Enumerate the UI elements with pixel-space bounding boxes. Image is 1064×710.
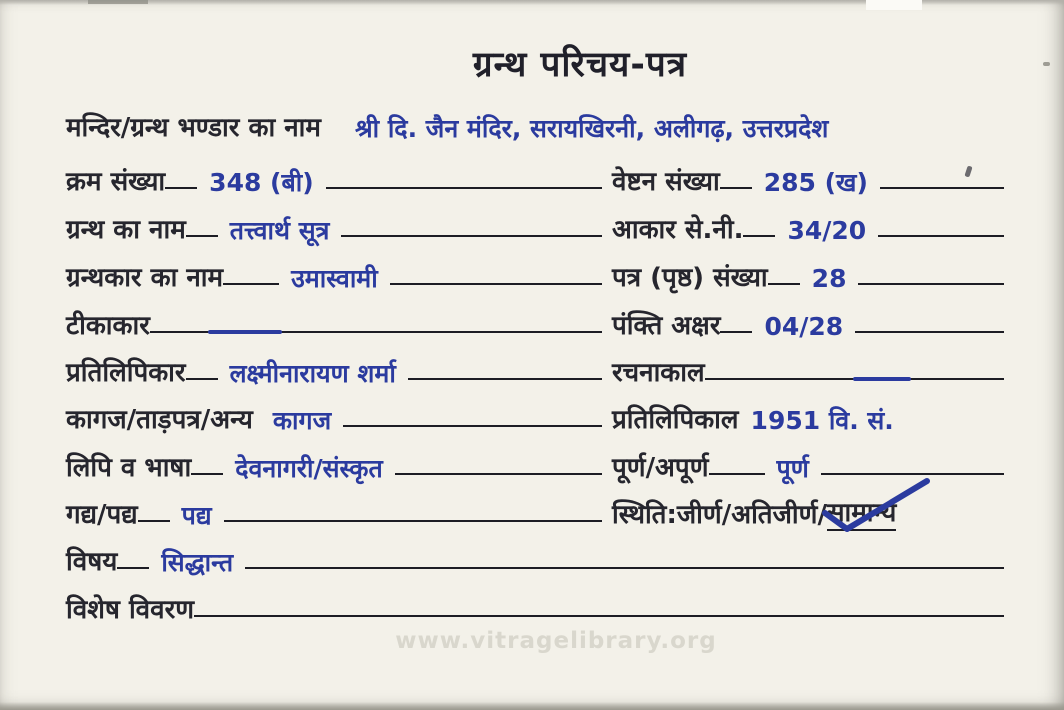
author-value: उमास्वामी — [291, 263, 378, 293]
field-bundle-no — [612, 166, 1004, 199]
blank-line — [768, 283, 800, 285]
blank-line — [341, 235, 602, 237]
subject-label: विषय — [66, 546, 118, 577]
repository-value: श्री दि. जैन मंदिर, सरायखिरनी, अलीगढ़, उत्तरप्रदेश — [354, 113, 829, 143]
lines-letters-label: पंक्ति अक्षर — [612, 310, 721, 341]
completeness-value: पूर्ण — [776, 453, 809, 483]
form-row — [66, 491, 1004, 531]
field-copy-era — [612, 404, 1004, 437]
scan-notch — [866, 0, 922, 10]
blank-line — [390, 283, 602, 285]
scan-mark — [88, 0, 148, 4]
blank-line — [165, 187, 197, 189]
blank-line — [194, 615, 1004, 617]
form-row — [66, 444, 1004, 484]
field-size-cm — [612, 214, 1004, 247]
script-language-label: लिपि व भाषा — [66, 452, 192, 483]
scan-edge-bottom — [0, 702, 1064, 710]
field-prose-verse — [66, 499, 612, 532]
blank-line — [878, 235, 1004, 237]
bundle-no-value: 285 (ख) — [763, 167, 868, 197]
field-serial-no — [66, 166, 612, 199]
condition-checked-option — [827, 497, 896, 532]
granth-name-label: ग्रन्थ का नाम — [66, 214, 186, 245]
commentator-label: टीकाकार — [66, 310, 150, 341]
form-row — [66, 158, 1004, 198]
field-granth-name — [66, 214, 612, 247]
leaf-count-label: पत्र (पृष्ठ) संख्या — [612, 262, 768, 293]
blank-line — [395, 473, 602, 475]
serial-no-label: क्रम संख्या — [66, 166, 166, 197]
serial-no-value: 348 (बी) — [209, 167, 314, 197]
field-commentator — [66, 310, 612, 343]
composition-era-label: रचनाकाल — [612, 357, 705, 388]
field-condition — [612, 497, 1004, 532]
field-lines-letters — [612, 310, 1004, 343]
form-row — [66, 396, 1004, 436]
form-row-subject — [66, 538, 1004, 578]
prose-verse-label: गद्य/पद्य — [66, 499, 138, 530]
blank-line — [245, 567, 1004, 569]
field-copyist — [66, 357, 612, 390]
form-row — [66, 302, 1004, 342]
blank-line — [138, 520, 170, 522]
field-completeness — [612, 452, 1004, 485]
form-row — [66, 349, 1004, 389]
blank-line — [408, 378, 602, 380]
blank-line — [880, 187, 1004, 189]
granth-name-value: तत्त्वार्थ सूत्र — [229, 215, 330, 245]
repository-label: मन्दिर/ग्रन्थ भण्डार का नाम — [66, 112, 321, 143]
field-leaf-count — [612, 262, 1004, 295]
form-row — [66, 254, 1004, 294]
blank-line — [191, 473, 223, 475]
special-details-label: विशेष विवरण — [66, 594, 195, 625]
form-row — [66, 206, 1004, 246]
copyist-label: प्रतिलिपिकार — [66, 357, 186, 388]
blank-line — [858, 283, 1004, 285]
field-author — [66, 262, 612, 295]
watermark-text: www.vitragelibrary.org — [395, 628, 717, 654]
blank-line — [186, 378, 218, 380]
blank-line — [223, 283, 279, 285]
blank-line — [743, 235, 775, 237]
script-language-value: देवनागरी/संस्कृत — [235, 453, 383, 483]
blank-line — [117, 567, 149, 569]
leaf-count-value: 28 — [811, 263, 847, 293]
condition-option-text: सामान्य — [826, 497, 897, 528]
blank-line — [821, 473, 1004, 475]
material-value: कागज — [272, 405, 332, 435]
field-script-language — [66, 452, 612, 485]
form-row-repository — [66, 104, 1004, 144]
bundle-no-label: वेष्टन संख्या — [612, 166, 720, 197]
blue-dash — [853, 377, 911, 381]
page-title: ग्रन्थ परिचय-पत्र — [472, 45, 688, 85]
field-material — [66, 404, 612, 437]
blank-line — [150, 331, 602, 333]
copy-era-value: 1951 वि. सं. — [750, 405, 894, 435]
subject-value: सिद्धान्त — [161, 547, 234, 577]
blank-line — [720, 331, 752, 333]
blank-line — [705, 378, 1004, 380]
completeness-label: पूर्ण/अपूर्ण — [612, 452, 709, 483]
prose-verse-value: पद्य — [181, 500, 212, 530]
blank-line — [224, 520, 602, 522]
copy-era-label: प्रतिलिपिकाल — [612, 404, 739, 435]
field-composition-era — [612, 357, 1004, 390]
size-cm-value: 34/20 — [787, 215, 867, 245]
form-row-special-details — [66, 586, 1004, 626]
blank-line — [186, 235, 218, 237]
blank-line — [326, 187, 602, 189]
lines-letters-value: 04/28 — [764, 311, 844, 341]
condition-label: स्थिति:जीर्ण/अतिजीर्ण/ — [612, 499, 827, 530]
copyist-value: लक्ष्मीनारायण शर्मा — [229, 358, 396, 388]
author-label: ग्रन्थकार का नाम — [66, 262, 224, 293]
blue-dash — [208, 330, 282, 334]
blank-line — [855, 331, 1004, 333]
blank-line — [343, 425, 602, 427]
material-label: कागज/ताड़पत्र/अन्य — [66, 404, 253, 435]
blank-line — [720, 187, 752, 189]
size-cm-label: आकार से.नी. — [612, 214, 744, 245]
blank-line — [709, 473, 765, 475]
